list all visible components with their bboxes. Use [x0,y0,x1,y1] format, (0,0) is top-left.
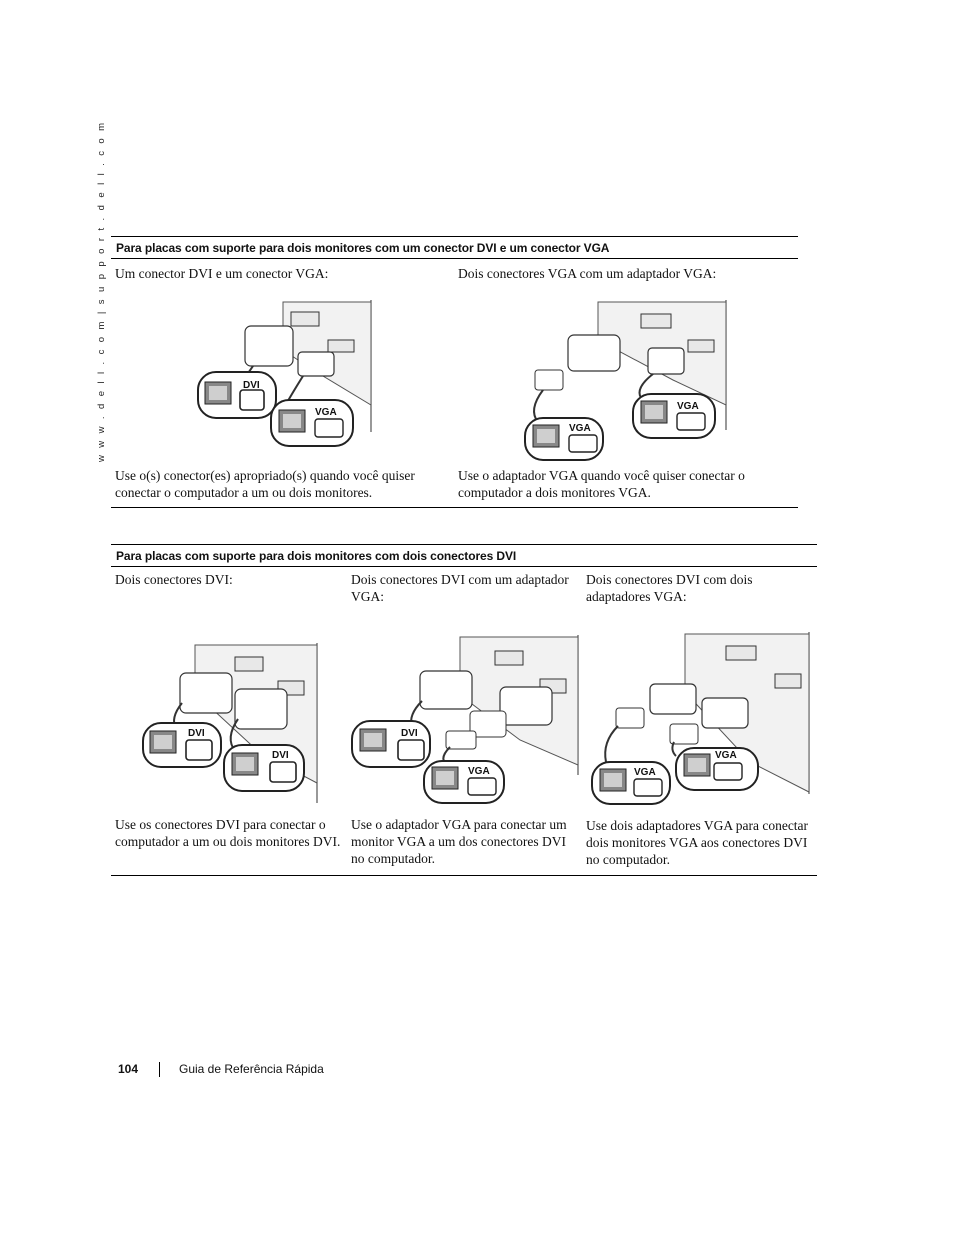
connector-illustration [193,300,373,450]
connector-illustration [523,300,728,462]
figure-two-dvi [140,643,320,805]
figure-dvi-vga [193,300,373,450]
cell-caption-dvi-one-adapter: Use o adaptador VGA para conectar um monitor VGA a um dos conectores DVI no computador. [351,817,567,866]
cell-caption-two-vga: Use o adaptador VGA quando você quiser conectar o computador a dois monitores VGA. [458,468,745,500]
figure-dvi-one-adapter [350,635,580,805]
connector-label: DVI [188,728,205,739]
figure-two-vga-adapter [523,300,728,462]
footer-separator [159,1062,160,1077]
connector-illustration [140,643,320,805]
cell-label-dvi-one-adapter: Dois conectores DVI com um adaptador VGA: [351,572,569,604]
connector-label: DVI [401,728,418,739]
connector-label: VGA [315,407,337,418]
cell-label-dvi-vga: Um conector DVI e um conector VGA: [115,266,329,281]
figure-dvi-two-adapters [590,632,812,807]
table-header: Para placas com suporte para dois monitores com dois conectores DVI [111,545,817,567]
cell-label-dvi-two-adapters: Dois conectores DVI com dois adaptadores VGA: [586,572,753,604]
connector-label: VGA [715,750,737,761]
table-header: Para placas com suporte para dois monitores com um conector DVI e um conector VGA [111,237,798,259]
connector-illustration [350,635,580,805]
sidebar-url [82,120,107,462]
cell-caption-dvi-two-adapters: Use dois adaptadores VGA para conectar dois monitores VGA aos conectores DVI no computador. [586,818,809,867]
connector-label: DVI [243,380,260,391]
connector-label: DVI [272,750,289,761]
connector-illustration [590,632,812,807]
cell-caption-two-dvi: Use os conectores DVI para conectar o computador a um ou dois monitores DVI. [115,817,341,849]
connector-label: VGA [468,766,490,777]
connector-label: VGA [677,401,699,412]
cell-caption-dvi-vga: Use o(s) conector(es) apropriado(s) quando você quiser conectar o computador a um ou dois monitores. [115,468,415,500]
page-number: 104 [118,1062,139,1076]
connector-label: VGA [634,767,656,778]
cell-label-two-dvi: Dois conectores DVI: [115,572,233,587]
cell-label-two-vga: Dois conectores VGA com um adaptador VGA: [458,266,717,281]
sidebar-url-text: w w w . d e l l . c o m | s u p p o r t . d e l l . c o m [96,120,107,462]
connector-label: VGA [569,423,591,434]
footer-title: Guia de Referência Rápida [179,1062,324,1076]
